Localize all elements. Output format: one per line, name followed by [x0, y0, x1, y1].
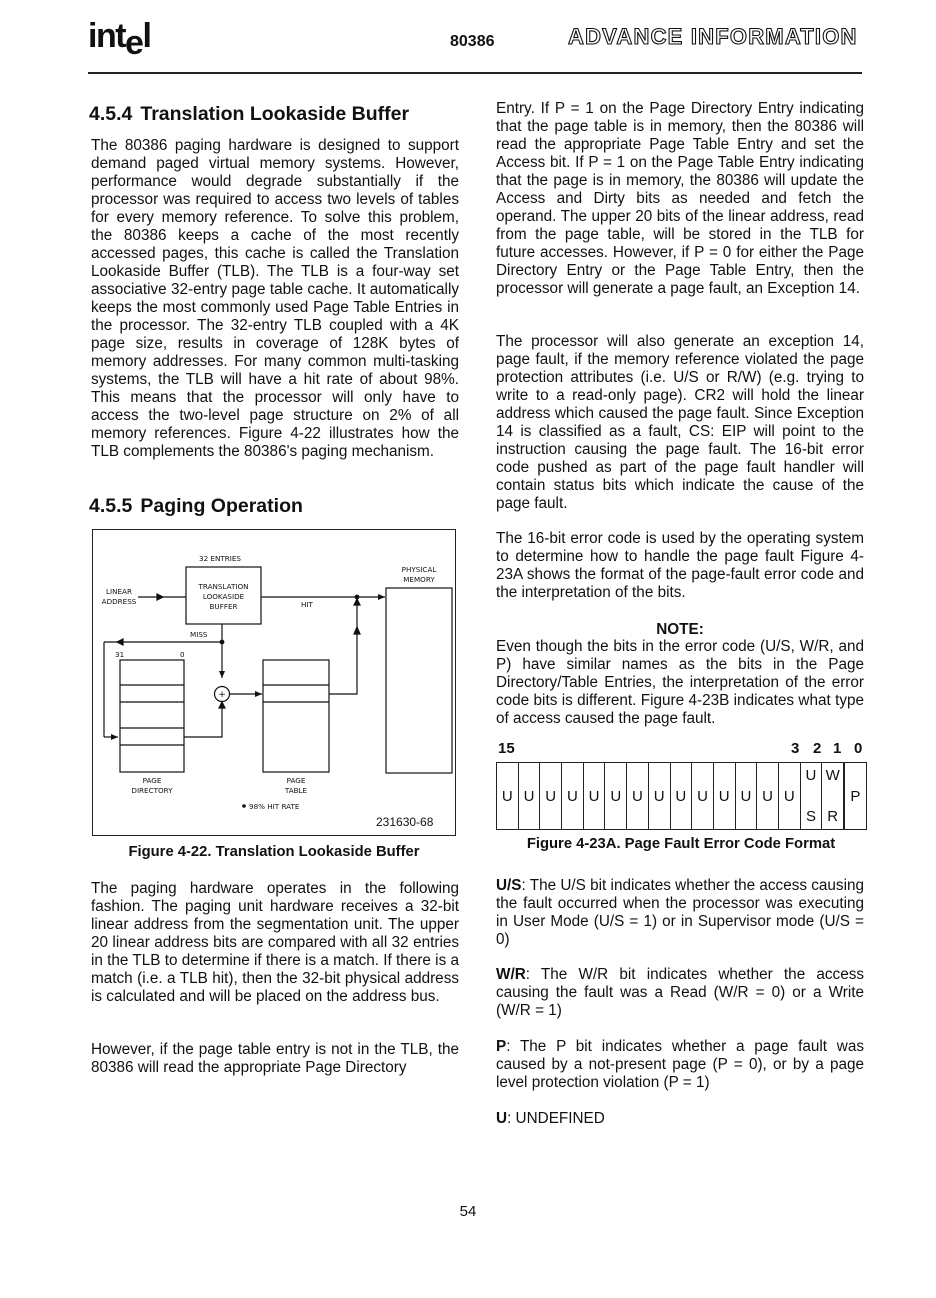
paragraph-text: However, if the page table entry is not in the TLB, the 80386 will read the appropriate Page Directory — [91, 1041, 459, 1076]
chip-name: 80386 — [450, 33, 495, 50]
bit-3-label: 3 — [791, 740, 800, 757]
term-p: P — [496, 1038, 507, 1055]
advance-information-banner: ADVANCE INFORMATION — [568, 24, 858, 49]
definition-wr — [496, 966, 864, 1020]
bit-cell-u: U — [757, 763, 779, 829]
section-title: Translation Lookaside Buffer — [140, 103, 410, 125]
us-top-text: U — [805, 767, 817, 784]
paragraph-text: The 16-bit error code is used by the operating system to determine how to handle the page fault Figure 4-23A shows the format of the page-fault error code and the interpretation of the bits. — [496, 530, 864, 601]
bit-position-labels — [497, 740, 867, 760]
definition-p — [496, 1038, 864, 1092]
paragraph-text: Even though the bits in the error code (U/S, W/R, and P) have similar names as the bits in the Page Directory/Table Entries, the interpretation of the error code bits is different. Figure 4-23B indicates what type of access caused the page fault. — [496, 638, 864, 727]
wr-bottom-text: R — [827, 808, 839, 825]
operation-paragraph — [91, 880, 459, 1006]
figure-4-22-caption: Figure 4-22. Translation Lookaside Buffer — [128, 844, 420, 860]
definition-text: : The U/S bit indicates whether the access causing the fault occurred when the processor was executing in User Mode (U/S = 1) or in Supervisor mode (U/S = 0) — [496, 877, 864, 948]
bit-cell-u: U — [519, 763, 541, 829]
plus-sign: + — [218, 690, 226, 700]
figure-4-23a-caption: Figure 4-23A. Page Fault Error Code Format — [526, 836, 836, 852]
figure-id: 231630-68 — [376, 815, 434, 829]
paragraph-text: The 80386 paging hardware is designed to support demand paged virtual memory systems. However, performance would degrade substantially if the processor was required to access two levels of tables for every memory reference. To solve this problem, the 80386 keeps a cache of the most recently accessed pages, this cache is called the Translation Lookaside Buffer (TLB). The TLB is a four-way set associative 32-entry page table cache. It automatically keeps the most commonly used Page Table Entries in the processor. The 32-entry TLB coupled with a 4K page size, results in coverage of 128K bytes of memory addresses. For many common multi-tasking systems, the TLB will have a hit rate of about 98%. This means that the processor will only have to access the two-level page structure on 2% of all memory references. Figure 4-22 illustrates how the TLB complements the 80386's paging mechanism. — [91, 137, 459, 460]
bit-15-label: 15 — [498, 740, 515, 757]
definition-us — [496, 877, 864, 949]
error-code-register — [496, 762, 867, 830]
bit-cell-u: U — [497, 763, 519, 829]
miss-label: MISS — [190, 630, 208, 639]
definition-text: : UNDEFINED — [507, 1110, 605, 1127]
wr-top-text: W — [825, 767, 840, 784]
bit31-label: 31 — [115, 650, 125, 659]
exception-paragraph — [496, 333, 864, 513]
tlb-paragraph — [91, 137, 459, 461]
section-heading-454 — [89, 102, 409, 126]
bit-cell-text: U — [783, 787, 795, 805]
tlb-label-1: TRANSLATION — [198, 582, 249, 591]
bit-cell-u: U — [649, 763, 671, 829]
note-body — [496, 638, 864, 728]
header-divider — [88, 72, 862, 74]
intel-logo: intel — [88, 17, 151, 62]
term-us: U/S — [496, 877, 522, 894]
hit-rate-label: 98% HIT RATE — [249, 802, 300, 811]
bit-cell-u: U — [584, 763, 606, 829]
hit-label: HIT — [301, 600, 313, 609]
physical-memory-box — [386, 588, 452, 773]
entries-label: 32 ENTRIES — [199, 554, 241, 563]
paragraph-text: Entry. If P = 1 on the Page Directory Entry indicating that the page table is in memory, then the 80386 will read the appropriate Page Table Entry and set the Access bit. If P = 1 on the Page Table Entry indicating that the page is in memory, the 80386 will update the Access and Dirty bits as needed and fetch the operand. The upper 20 bits of the linear address, read from the page table, will be stored in the TLB for future accesses. However, if P = 0 for either the Page Directory Entry or the Page Table Entry, then the processor will generate a page fault, an Exception 14. — [496, 100, 864, 297]
bit-cell-u: U — [605, 763, 627, 829]
definition-text: : The P bit indicates whether a page fault was caused by a not-present page (P = 0), or by a page level protection violation (P = 1) — [496, 1038, 864, 1091]
definition-text: : The W/R bit indicates whether the access causing the fault was a Read (W/R = 0) or a Write (W/R = 1) — [496, 966, 864, 1019]
physical-label-2: MEMORY — [403, 575, 435, 584]
section-number: 4.5.5 — [89, 495, 133, 517]
continue-paragraph — [496, 100, 864, 298]
bit0-label: 0 — [180, 650, 185, 659]
paragraph-text: The paging hardware operates in the following fashion. The paging unit hardware receives a 32-bit linear address from the segmentation unit. The upper 20 linear address bits are compared with all 32 entries in the TLB to determine if there is a match. If there is a match (i.e. a TLB hit), then the 32-bit physical address is calculated and will be placed on the address bus. — [91, 880, 459, 1005]
bit-1-label: 1 — [833, 740, 842, 757]
tlb-diagram-svg — [93, 530, 457, 837]
us-bottom-text: S — [805, 808, 816, 825]
bit-cell-us — [801, 763, 823, 829]
bit-cell-u: U — [692, 763, 714, 829]
tlb-label-2: LOOKASIDE — [202, 592, 245, 601]
physical-label-1: PHYSICAL — [401, 565, 437, 574]
page-dir-label-2: DIRECTORY — [131, 786, 173, 795]
bit-cell-u: U — [562, 763, 584, 829]
page-table-label-2: TABLE — [284, 786, 308, 795]
miss-paragraph — [91, 1041, 459, 1077]
bit-cell-p: P — [844, 763, 866, 829]
bit-0-label: 0 — [854, 740, 863, 757]
linear-label-1: LINEAR — [106, 587, 132, 596]
bit-2-label: 2 — [813, 740, 822, 757]
linear-label-2: ADDRESS — [101, 597, 137, 606]
bit-cell-u: U — [714, 763, 736, 829]
bit-cell-u: U — [627, 763, 649, 829]
section-number: 4.5.4 — [89, 103, 133, 125]
definition-u — [496, 1110, 864, 1128]
bit-cell-wr — [822, 763, 844, 829]
section-heading-455 — [89, 494, 303, 518]
bit-cell-u — [779, 763, 801, 829]
errorcode-paragraph — [496, 530, 864, 602]
bit-cell-u: U — [540, 763, 562, 829]
section-title: Paging Operation — [140, 495, 303, 517]
page-number: 54 — [459, 1203, 477, 1220]
page-dir-label-1: PAGE — [142, 776, 162, 785]
term-u: U — [496, 1110, 508, 1127]
tlb-label-3: BUFFER — [209, 602, 238, 611]
paragraph-text: The processor will also generate an exception 14, page fault, if the memory reference violated the page protection attributes (i.e. U/S or R/W) (e.g. trying to write to a read-only page). CR2 will hold the linear address which caused the page fault. Since Exception 14 is classified as a fault, CS: EIP will point to the instruction causing the page fault. The 16-bit error code pushed as part of the page fault handler will contain status bits which indicate the cause of the page fault. — [496, 333, 864, 512]
note-title: NOTE: — [656, 621, 704, 638]
page-table-label-1: PAGE — [286, 776, 306, 785]
term-wr: W/R — [496, 966, 526, 983]
bit-cell-u: U — [671, 763, 693, 829]
page-directory-box — [120, 660, 184, 772]
bit-cell-u: U — [736, 763, 758, 829]
figure-4-22-tlb-diagram — [92, 529, 456, 836]
page-table-box — [263, 660, 329, 772]
